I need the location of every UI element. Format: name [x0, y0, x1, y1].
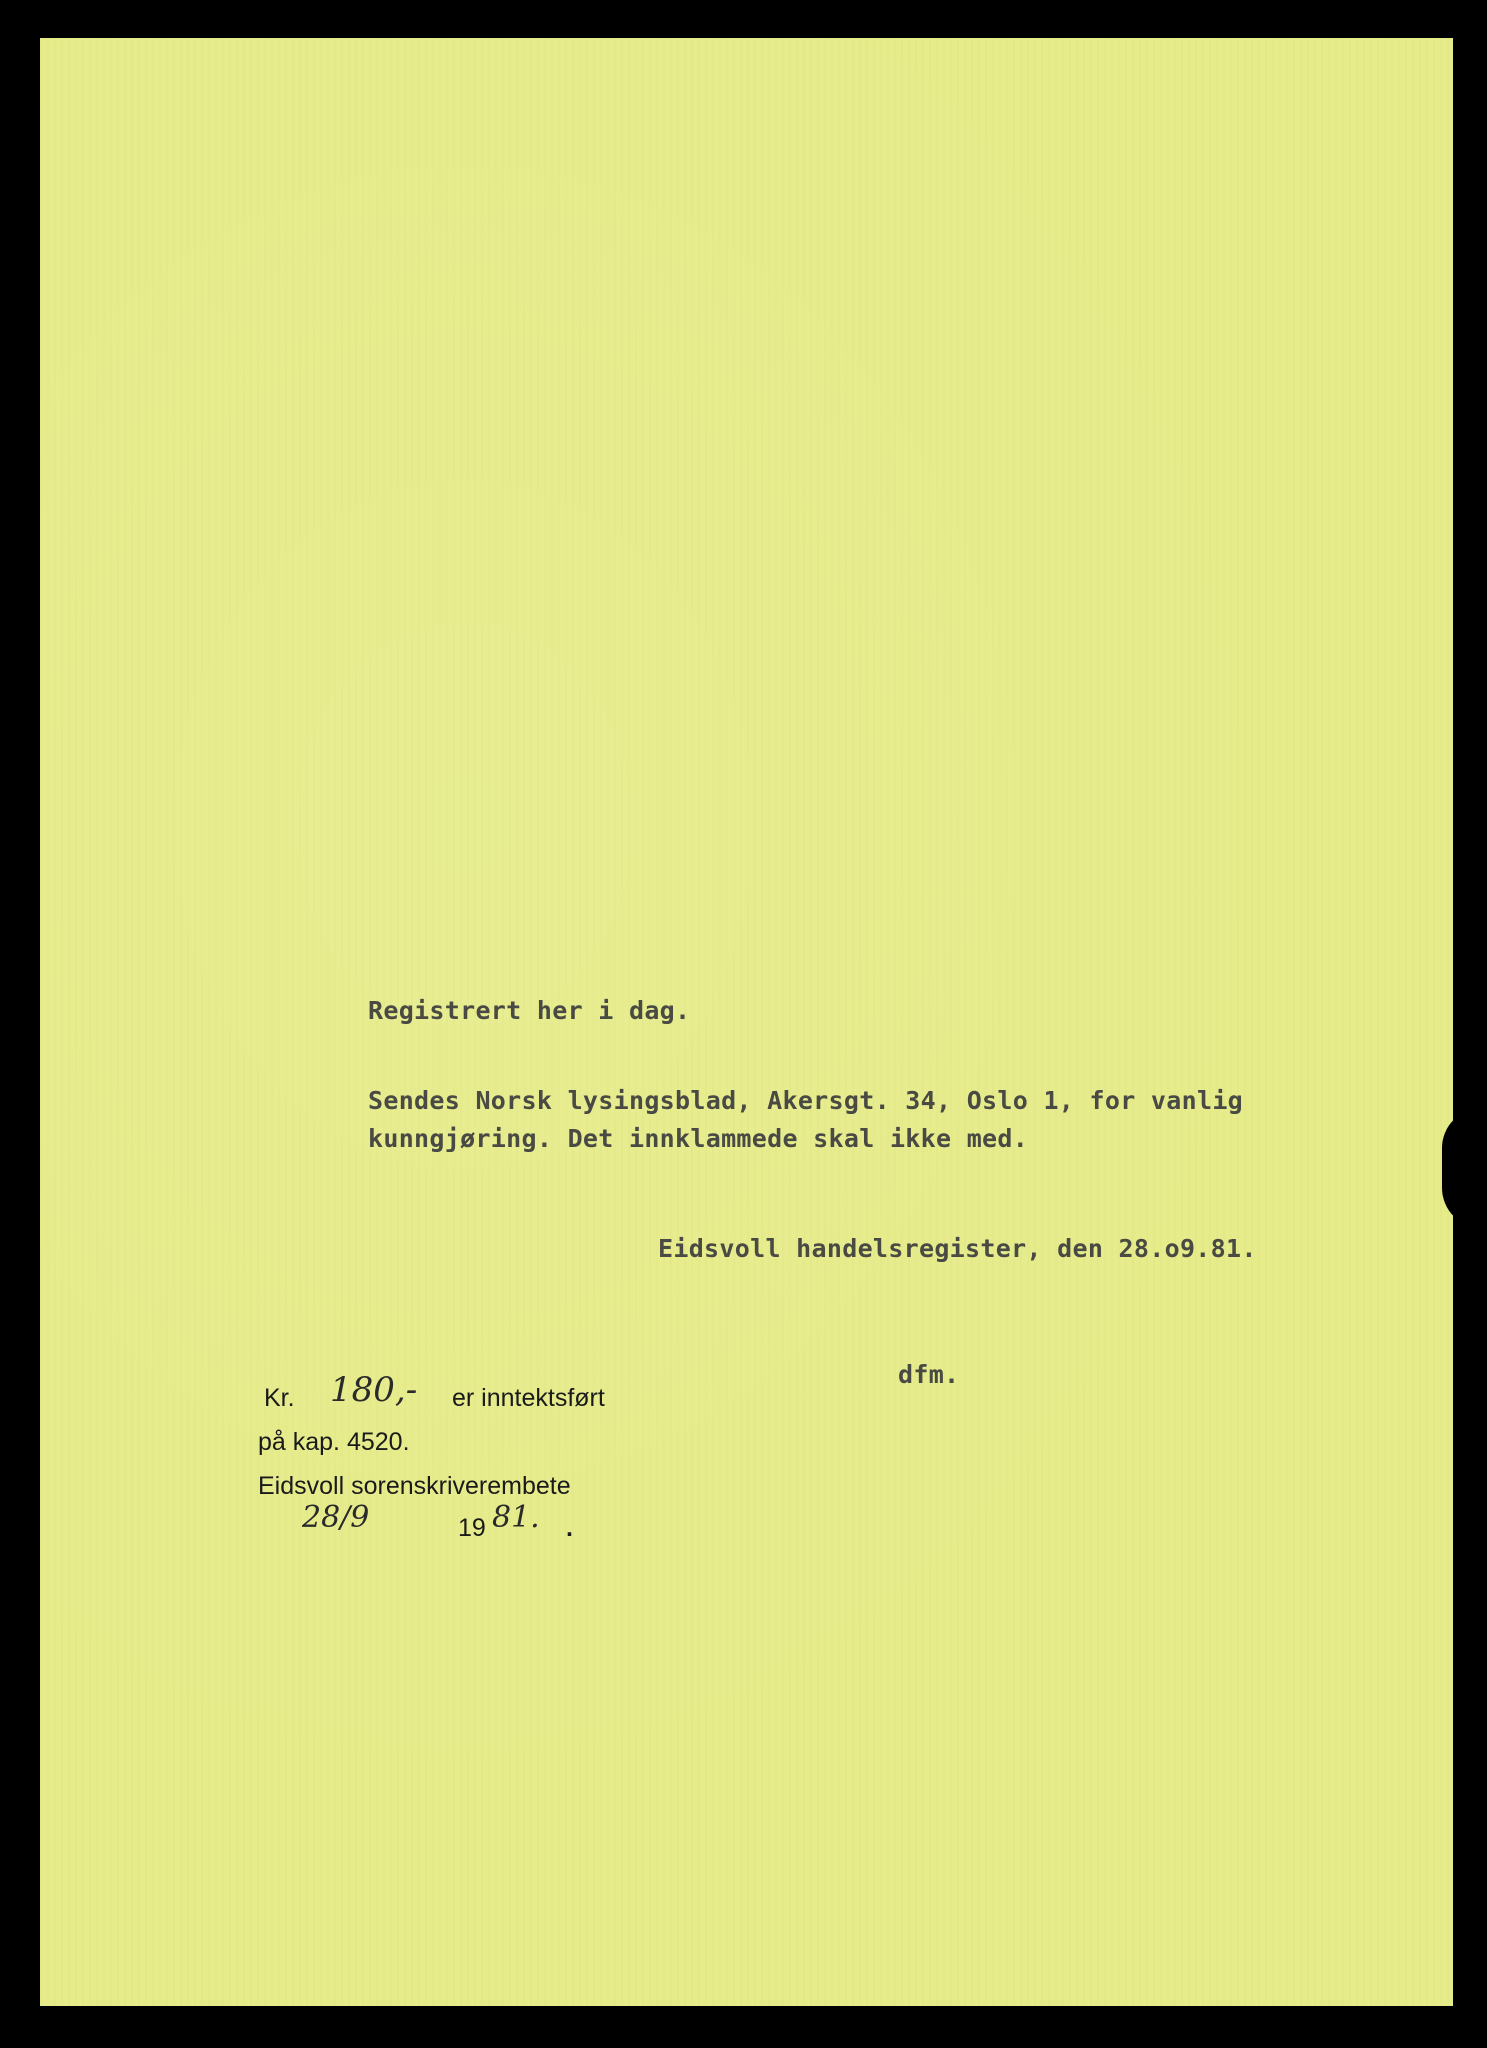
- send-instruction-line: Sendes Norsk lysingsblad, Akersgt. 34, Oslo 1, for vanlig: [368, 1086, 1244, 1115]
- send-instruction-line-2: kunngjøring. Det innklammede skal ikke med.: [368, 1124, 1029, 1153]
- stamp-office-line: Eidsvoll sorenskriverembete: [258, 1472, 571, 1500]
- document-page: [40, 38, 1453, 2006]
- stamp-end-dot: .: [566, 1514, 573, 1542]
- place-date-line: Eidsvoll handelsregister, den 28.o9.81.: [658, 1234, 1257, 1263]
- signature-initials: dfm.: [898, 1360, 960, 1389]
- stamp-year-prefix: 19: [458, 1514, 486, 1542]
- stamp-kr-label: Kr.: [264, 1384, 295, 1412]
- stamp-year-handwritten: 81.: [492, 1500, 540, 1535]
- stamp-date-handwritten: 28/9: [302, 1500, 370, 1535]
- stamp-amount-handwritten: 180,-: [330, 1370, 418, 1410]
- stamp-income-recorded: er inntektsført: [452, 1384, 605, 1412]
- paper-edge-notch: [1442, 1108, 1487, 1228]
- registered-line: Registrert her i dag.: [368, 996, 691, 1025]
- stamp-chapter-line: på kap. 4520.: [258, 1428, 410, 1456]
